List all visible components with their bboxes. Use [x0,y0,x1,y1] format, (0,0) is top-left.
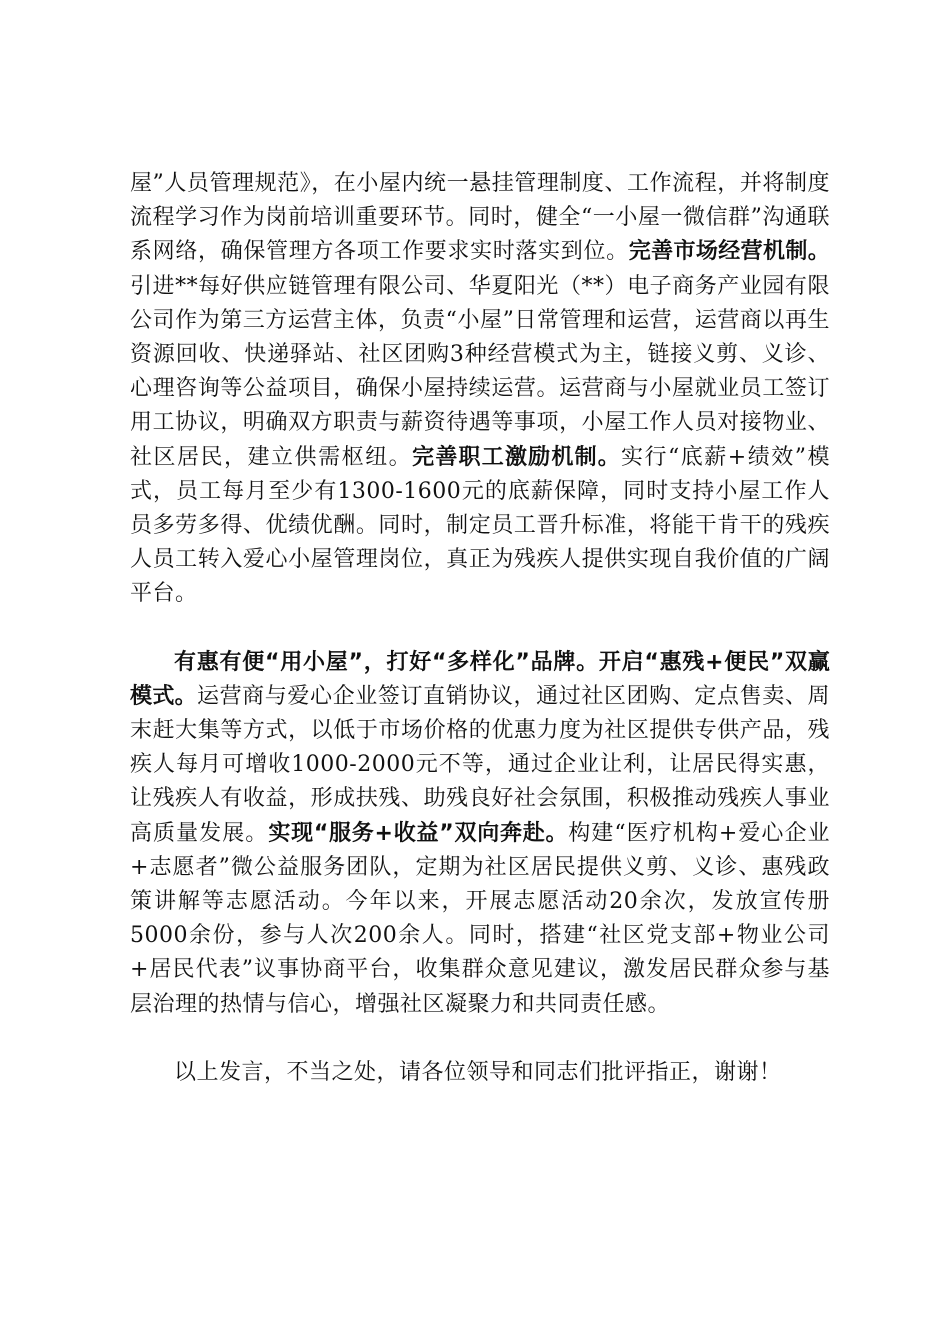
paragraph-text: 以上发言，不当之处，请各位领导和同志们批评指正，谢谢！ [174,1059,782,1085]
document-body [130,167,830,1124]
paragraph-closing-remarks [130,1056,830,1090]
paragraph-text: 构建“医疗机构+爱心企业+志愿者”微公益服务团队，定期为社区居民提供义剪、义诊、惠残政策讲解等志愿活动。今年以来，开展志愿活动20余次，发放宣传册5000余份，参与人次200余人。同时，搭建“社区党支部+物业公司+居民代表”议事协商平台，收集群众意见建议，激发居民群众参与基层治理的热情与信心，增强社区凝聚力和共同责任感。 [130,820,830,1017]
subheading-market-operation: 完善市场经营机制。 [628,239,830,265]
subheading-staff-incentive: 完善职工激励机制。 [412,444,621,470]
paragraph-text: 屋”人员管理规范》，在小屋内统一悬挂管理制度、工作流程，并将制度流程学习作为岗前培训重要环节。同时，健全“一小屋一微信群”沟通联系网络，确保管理方各项工作要求实时落实到位。 [130,171,830,265]
paragraph-text: 运营商与爱心企业签订直销协议，通过社区团购、定点售卖、周末赶大集等方式，以低于市场价格的优惠力度为社区提供专供产品，残疾人每月可增收1000-2000元不等，通过企业让利，让居民得实惠，让残疾人有收益，形成扶残、助残良好社会氛围，积极推动残疾人事业高质量发展。 [130,683,830,846]
paragraph-text: 引进**每好供应链管理有限公司、华夏阳光（**）电子商务产业园有限公司作为第三方运营主体，负责“小屋”日常管理和运营，运营商以再生资源回收、快递驿站、社区团购3种经营模式为主，链接义剪、义诊、心理咨询等公益项目，确保小屋持续运营。运营商与小屋就业员工签订用工协议，明确双方职责与薪资待遇等事项，小屋工作人员对接物业、社区居民，建立供需枢纽。 [130,273,830,470]
paragraph-diversified-brand [130,646,830,1022]
section-heading-diversified-brand: 有惠有便“用小屋”，打好“多样化”品牌。开启“惠残+便民”双赢模式。 [130,649,830,709]
paragraph-management-mechanisms [130,167,830,612]
paragraph-text: 实行“底薪+绩效”模式，员工每月至少有1300-1600元的底薪保障，同时支持小屋工作人员多劳多得、优绩优酬。同时，制定员工晋升标准，将能干肯干的残疾人员工转入爱心小屋管理岗位，真正为残疾人提供实现自我价值的广阔平台。 [130,444,830,607]
subheading-service-income: 实现“服务+收益”双向奔赴。 [268,820,569,846]
